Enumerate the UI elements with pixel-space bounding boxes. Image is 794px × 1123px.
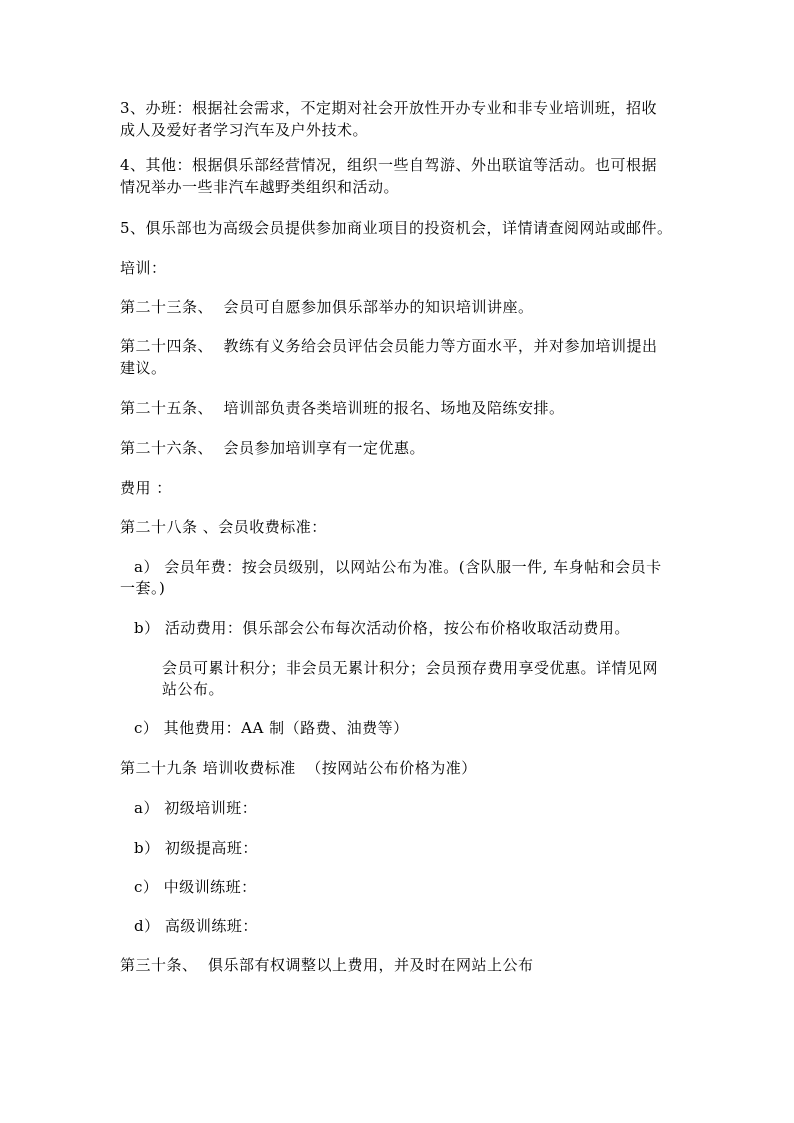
article-24-line-1: 第二十四条、 教练有义务给会员评估会员能力等方面水平，并对参加培训提出	[120, 337, 658, 355]
paragraph-item-3-line-1: 3、办班：根据社会需求，不定期对社会开放性开办专业和非专业培训班，招收	[120, 99, 658, 117]
paragraph-item-5: 5、俱乐部也为高级会员提供参加商业项目的投资机会，详情请查阅网站或邮件。	[120, 219, 673, 237]
article-30: 第三十条、 俱乐部有权调整以上费用，并及时在网站上公布	[120, 956, 534, 974]
article-29: 第二十九条 培训收费标准 （按网站公布价格为准）	[120, 759, 477, 777]
fee-item-a-line-1: a） 会员年费：按会员级别，以网站公布为准。(含队服一件, 车身帖和会员卡	[134, 558, 662, 576]
training-item-c: c） 中级训练班：	[134, 878, 257, 896]
section-heading-fees: 费用 ：	[120, 479, 172, 497]
fee-item-a-line-2: 一套。)	[120, 579, 166, 597]
article-26: 第二十六条、 会员参加培训享有一定优惠。	[120, 439, 426, 457]
section-heading-training: 培训：	[120, 259, 167, 277]
paragraph-item-4-line-1: 4、其他：根据俱乐部经营情况，组织一些自驾游、外出联谊等活动。也可根据	[120, 156, 658, 174]
article-25: 第二十五条、 培训部负责各类培训班的报名、场地及陪练安排。	[120, 399, 565, 417]
fee-item-b-note-line-2: 站公布。	[162, 680, 225, 698]
fee-item-b: b） 活动费用：俱乐部会公布每次活动价格，按公布价格收取活动费用。	[134, 619, 630, 637]
paragraph-item-3-line-2: 成人及爱好者学习汽车及户外技术。	[120, 121, 369, 139]
fee-item-c: c） 其他费用：AA 制（路费、油费等）	[134, 719, 409, 737]
article-23: 第二十三条、 会员可自愿参加俱乐部举办的知识培训讲座。	[120, 298, 534, 316]
training-item-a: a） 初级培训班：	[134, 799, 258, 817]
training-item-d: d） 高级训练班：	[134, 917, 258, 935]
article-28: 第二十八条 、会员收费标准：	[120, 518, 327, 536]
training-item-b: b） 初级提高班：	[134, 839, 258, 857]
article-24-line-2: 建议。	[120, 359, 167, 377]
paragraph-item-4-line-2: 情况举办一些非汽车越野类组织和活动。	[120, 178, 400, 196]
fee-item-b-note-line-1: 会员可累计积分；非会员无累计积分；会员预存费用享受优惠。详情见网	[162, 659, 659, 677]
